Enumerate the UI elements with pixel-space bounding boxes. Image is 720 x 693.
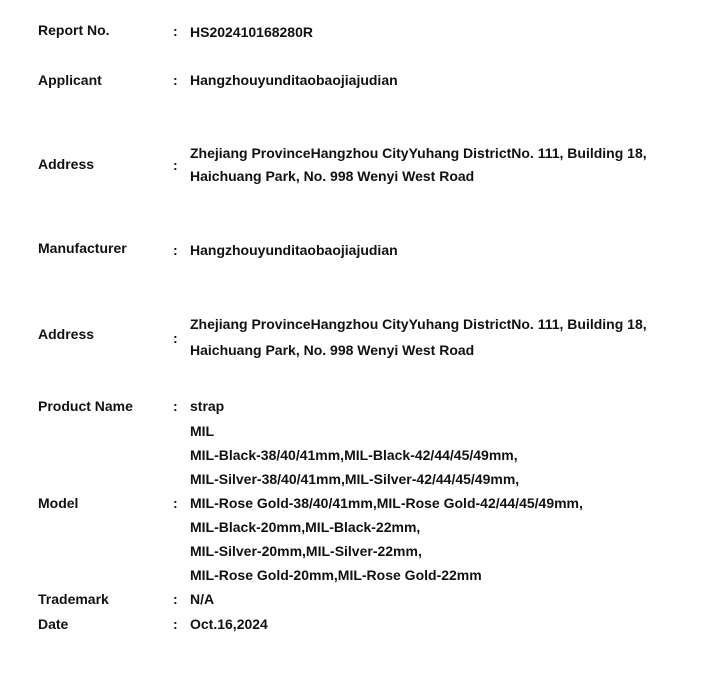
model-line-2: MIL-Black-38/40/41mm,MIL-Black-42/44/45/49mm,: [190, 447, 518, 463]
product-name-colon: :: [173, 398, 178, 414]
manufacturer-address-colon: :: [173, 330, 178, 346]
model-label: Model: [38, 495, 79, 511]
manufacturer-address-line-2: Haichuang Park, No. 998 Wenyi West Road: [190, 342, 475, 358]
applicant-label: Applicant: [38, 72, 102, 88]
date-value: Oct.16,2024: [190, 616, 268, 632]
manufacturer-colon: :: [173, 242, 178, 258]
model-colon: :: [173, 495, 178, 511]
report-no-colon: :: [173, 23, 178, 39]
model-line-6: MIL-Silver-20mm,MIL-Silver-22mm,: [190, 543, 422, 559]
product-name-value: strap: [190, 398, 225, 414]
report-no-label: Report No.: [38, 22, 110, 38]
date-colon: :: [173, 616, 178, 632]
model-line-3: MIL-Silver-38/40/41mm,MIL-Silver-42/44/45/49mm,: [190, 471, 520, 487]
trademark-label: Trademark: [38, 591, 109, 607]
manufacturer-address-label: Address: [38, 326, 95, 342]
model-line-5: MIL-Black-20mm,MIL-Black-22mm,: [190, 519, 421, 535]
date-label: Date: [38, 616, 69, 632]
manufacturer-value: Hangzhouyunditaobaojiajudian: [190, 242, 398, 258]
trademark-value: N/A: [190, 591, 215, 607]
applicant-value: Hangzhouyunditaobaojiajudian: [190, 72, 398, 88]
manufacturer-address-line-1: Zhejiang ProvinceHangzhou CityYuhang DistrictNo. 111, Building 18,: [190, 316, 647, 332]
model-line-4: MIL-Rose Gold-38/40/41mm,MIL-Rose Gold-42/44/45/49mm,: [190, 495, 583, 511]
report-no-value: HS202410168280R: [190, 24, 313, 40]
product-name-label: Product Name: [38, 398, 133, 414]
manufacturer-label: Manufacturer: [38, 240, 127, 256]
applicant-address-line-1: Zhejiang ProvinceHangzhou CityYuhang DistrictNo. 111, Building 18,: [190, 145, 647, 161]
trademark-colon: :: [173, 591, 178, 607]
model-line-1: MIL: [190, 423, 215, 439]
applicant-address-label: Address: [38, 156, 95, 172]
model-line-7: MIL-Rose Gold-20mm,MIL-Rose Gold-22mm: [190, 567, 482, 583]
applicant-colon: :: [173, 72, 178, 88]
applicant-address-colon: :: [173, 157, 178, 173]
applicant-address-line-2: Haichuang Park, No. 998 Wenyi West Road: [190, 168, 475, 184]
